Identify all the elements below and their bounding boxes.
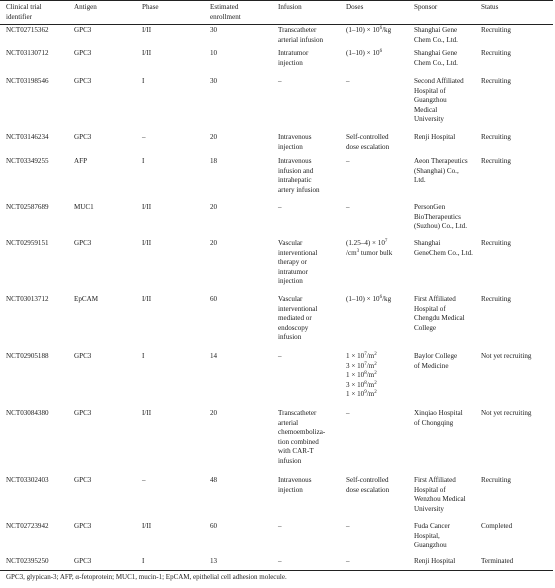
cell-line: NCT03013712 [6,295,49,303]
header-identifier [6,3,42,22]
cell-line: chemoemboliza- [278,428,326,437]
header-antigen [74,3,97,13]
cell-enrollment [210,352,217,362]
cell-line: I [142,77,145,85]
cell-sponsor [414,77,464,125]
header-status [481,3,498,13]
cell-line: – [278,352,282,360]
cell-line: Antigen [74,3,97,11]
cell-infusion [278,476,312,495]
cell-identifier [6,295,49,305]
cell-line: Shanghai Gene [414,26,458,34]
cell-status [481,133,511,143]
cell-line: NCT02715362 [6,26,49,34]
cell-enrollment [210,157,217,167]
rule-top [0,0,553,1]
cell-line: Renji Hospital [414,557,456,565]
cell-line: Terminated [481,557,514,565]
cell-line: First Affiliated [414,295,456,303]
cell-infusion [278,133,312,152]
cell-identifier [6,239,49,249]
cell-line: 30 [210,26,218,34]
cell-line: NCT03302403 [6,476,49,484]
cell-line: Xinqiao Hospital [414,409,463,417]
cell-doses [346,557,350,567]
cell-antigen [74,239,91,249]
cell-line: Guangzhou [414,541,447,550]
cell-line: GPC3 [74,77,92,85]
cell-line: NCT03146234 [6,133,49,141]
cell-line: – [278,77,282,85]
cell-doses [346,77,350,87]
cell-enrollment [210,203,217,213]
cell-line: endoscopy [278,323,309,332]
cell-line: I [142,157,145,165]
cell-line: – [278,522,282,530]
cell-sponsor [414,352,457,371]
cell-sponsor [414,295,465,333]
cell-line: Aeon Therapeutics [414,157,468,165]
cell-antigen [74,557,91,567]
cell-line: College [414,323,437,332]
cell-line: (Suzhou) Co., Ltd. [414,222,468,231]
cell-phase [142,295,151,305]
cell-line: AFP [74,157,88,165]
cell-line: Recruiting [481,476,511,484]
cell-line: I/II [142,295,152,303]
cell-doses [346,476,389,495]
cell-status [481,476,511,486]
cell-line: – [346,77,350,85]
cell-identifier [6,133,49,143]
cell-antigen [74,26,91,36]
cell-line: Hospital of [414,304,446,313]
cell-line: 10 [210,49,218,57]
cell-line: Not yet recruiting [481,352,532,360]
cell-enrollment [210,522,217,532]
cell-line: 60 [210,522,218,530]
cell-line: GPC3 [74,522,92,530]
cell-line: $3 \times 10^7/m^2$ [346,361,377,370]
cell-line: $/cm^3$ tumor bulk [346,248,393,257]
cell-line: intrahepatic [278,176,312,185]
cell-line: 20 [210,203,218,211]
cell-antigen [74,157,87,167]
cell-line: Sponsor [414,3,438,11]
cell-doses [346,522,350,532]
cell-doses [346,203,350,213]
cell-line: Shanghai Gene [414,49,458,57]
cell-line: of Chongqing [414,418,454,427]
cell-line: GPC3 [74,239,92,247]
cell-line: NCT03130712 [6,49,49,57]
cell-infusion [278,295,317,343]
cell-line: 60 [210,295,218,303]
cell-line: (Shanghai) Co., [414,166,459,175]
cell-line: $1 \times 10^9/m^2$ [346,390,377,399]
cell-antigen [74,476,91,486]
cell-line: $(1.25-4) \times 10^7$ [346,239,388,247]
cell-line: – [278,203,282,211]
cell-enrollment [210,476,217,486]
cell-line: Estimated [210,3,239,11]
header-sponsor [414,3,437,13]
cell-line: – [142,133,146,141]
cell-line: NCT02587689 [6,203,49,211]
cell-phase [142,557,144,567]
cell-phase [142,157,144,167]
cell-doses [346,49,382,59]
cell-line: $3 \times 10^8/m^2$ [346,380,377,389]
cell-phase [142,352,144,362]
cell-line: GPC3 [74,133,92,141]
cell-sponsor [414,409,463,428]
cell-line: Not yet recruiting [481,409,532,417]
cell-line: Renji Hospital [414,133,456,141]
cell-line: Vascular [278,295,303,303]
cell-line: 48 [210,476,218,484]
cell-sponsor [414,203,467,232]
cell-line: dose escalation [346,485,390,494]
cell-line: GPC3 [74,26,92,34]
cell-infusion [278,157,320,195]
cell-line: NCT02905188 [6,352,49,360]
cell-line: injection [278,142,303,151]
cell-doses [346,352,377,400]
cell-status [481,49,511,59]
cell-line: I/II [142,26,152,34]
cell-antigen [74,352,91,362]
cell-line: I/II [142,522,152,530]
cell-line: GPC3 [74,557,92,565]
cell-identifier [6,203,49,213]
cell-phase [142,239,151,249]
cell-status [481,352,531,362]
cell-status [481,26,511,36]
cell-infusion [278,203,282,213]
cell-sponsor [414,157,468,186]
cell-line: Chengdu Medical [414,314,465,323]
cell-line: Recruiting [481,77,511,85]
cell-line: NCT03198546 [6,77,49,85]
cell-line: enrollment [210,12,241,21]
cell-line: Recruiting [481,295,511,303]
cell-line: $(1-10) \times 10^6/kg$ [346,295,392,303]
cell-sponsor [414,49,458,68]
cell-line: – [346,522,350,530]
cell-line: Intratumor [278,49,309,57]
cell-sponsor [414,557,455,567]
cell-enrollment [210,77,217,87]
cell-infusion [278,239,317,287]
cell-line: $1 \times 10^8/m^2$ [346,371,377,380]
cell-line: Recruiting [481,49,511,57]
cell-line: NCT02395250 [6,557,49,565]
cell-phase [142,522,151,532]
cell-line: Transcatheter [278,26,317,34]
cell-line: – [346,557,350,565]
cell-sponsor [414,522,450,551]
cell-line: Hospital, [414,531,440,540]
cell-status [481,77,511,87]
cell-sponsor [414,26,458,45]
cell-status [481,295,511,305]
cell-sponsor [414,133,455,143]
cell-line: Clinical trial [6,3,42,11]
cell-antigen [74,522,91,532]
cell-line: mediated or [278,314,312,323]
cell-line: Completed [481,522,513,530]
cell-identifier [6,26,49,36]
cell-doses [346,409,350,419]
cell-phase [142,26,151,36]
cell-line: therapy or [278,258,307,267]
cell-identifier [6,352,49,362]
cell-line: University [414,504,444,513]
cell-antigen [74,49,91,59]
header-enrollment [210,3,241,22]
cell-enrollment [210,49,217,59]
cell-line: I/II [142,203,152,211]
cell-line: infusion [278,456,302,465]
cell-line: arterial infusion [278,35,324,44]
cell-line: – [346,203,350,211]
cell-phase [142,476,146,486]
cell-line: 18 [210,157,218,165]
cell-line: I [142,352,145,360]
cell-line: Vascular [278,239,303,247]
cell-line: NCT02959151 [6,239,49,247]
cell-line: Intravenous [278,157,312,165]
cell-status [481,522,512,532]
cell-line: NCT03084380 [6,409,49,417]
cell-line: infusion [278,333,302,342]
cell-line: Transcatheter [278,409,317,417]
cell-line: Chem Co., Ltd. [414,58,458,67]
cell-line: I/II [142,49,152,57]
cell-antigen [74,133,91,143]
cell-antigen [74,295,98,305]
cell-line: injection [278,58,303,67]
cell-identifier [6,409,49,419]
cell-doses [346,133,389,152]
cell-line: Intravenous [278,476,312,484]
cell-status [481,557,513,567]
cell-line: BioTherapeutics [414,212,461,221]
cell-line: $(1-10) \times 10^6$ [346,49,383,57]
cell-line: 20 [210,409,218,417]
cell-status [481,157,511,167]
cell-line: Status [481,3,499,11]
cell-line: PersonGen [414,203,446,211]
cell-line: Hospital of [414,485,446,494]
cell-phase [142,133,146,143]
header-doses [346,3,363,13]
cell-line: – [346,409,350,417]
cell-line: Self-controlled [346,133,389,141]
cell-line: Hospital of [414,86,446,95]
cell-line: $1 \times 10^7/m^2$ [346,352,377,360]
cell-line: I [142,557,145,565]
cell-enrollment [210,26,217,36]
cell-phase [142,77,144,87]
table-footnote: GPC3, glypican-3; AFP, α-fetoprotein; MUC1, mucin-1; EpCAM, epithelial cell adhesion molecule. [6,573,287,581]
cell-line: Baylor College [414,352,458,360]
cell-identifier [6,476,49,486]
cell-status [481,409,531,419]
cell-line: Recruiting [481,133,511,141]
cell-phase [142,409,151,419]
cell-line: Recruiting [481,239,511,247]
cell-enrollment [210,295,217,305]
cell-line: infusion and [278,166,314,175]
cell-line: Medical [414,105,438,114]
cell-identifier [6,557,49,567]
cell-infusion [278,557,282,567]
cell-line: Intravenous [278,133,312,141]
cell-line: – [346,157,350,165]
cell-line: GPC3 [74,476,92,484]
cell-antigen [74,409,91,419]
cell-enrollment [210,239,217,249]
cell-line: Shanghai [414,239,441,247]
cell-sponsor [414,476,466,514]
cell-line: GPC3 [74,409,92,417]
cell-line: MUC1 [74,203,94,211]
cell-doses [346,295,391,305]
cell-line: 14 [210,352,218,360]
cell-line: Doses [346,3,364,11]
cell-doses [346,157,350,167]
cell-line: artery infusion [278,185,320,194]
cell-infusion [278,352,282,362]
cell-line: $(1-10) \times 10^6/kg$ [346,26,392,34]
cell-infusion [278,49,308,68]
cell-line: interventional [278,304,318,313]
cell-line: with CAR-T [278,447,314,456]
cell-line: of Medicine [414,361,449,370]
cell-sponsor [414,239,473,258]
cell-line: 20 [210,239,218,247]
cell-identifier [6,49,49,59]
cell-infusion [278,26,323,45]
cell-identifier [6,522,49,532]
cell-enrollment [210,557,217,567]
cell-line: – [278,557,282,565]
cell-line: GeneChem Co., Ltd. [414,248,473,257]
cell-line: I/II [142,239,152,247]
cell-line: – [142,476,146,484]
cell-antigen [74,203,94,213]
cell-line: Fuda Cancer [414,522,451,530]
cell-infusion [278,409,325,467]
cell-line: 20 [210,133,218,141]
header-phase [142,3,159,13]
cell-status [481,239,511,249]
cell-line: University [414,115,444,124]
rule-bottom [0,570,553,571]
cell-line: interventional [278,248,318,257]
cell-infusion [278,522,282,532]
cell-line: NCT02723942 [6,522,49,530]
cell-line: Guangzhou [414,96,447,105]
cell-line: Phase [142,3,159,11]
cell-line: 30 [210,77,218,85]
cell-line: Self-controlled [346,476,389,484]
cell-line: injection [278,485,303,494]
cell-line: First Affiliated [414,476,456,484]
cell-line: EpCAM [74,295,99,303]
cell-line: Ltd. [414,176,426,185]
cell-line: 13 [210,557,218,565]
cell-line: Wenzhou Medical [414,495,466,504]
cell-line: Recruiting [481,157,511,165]
cell-doses [346,26,391,36]
cell-line: NCT03349255 [6,157,49,165]
cell-line: I/II [142,409,152,417]
cell-line: injection [278,277,303,286]
cell-line: Second Affiliated [414,77,464,85]
cell-line: GPC3 [74,49,92,57]
cell-line: arterial [278,418,299,427]
cell-identifier [6,157,49,167]
cell-identifier [6,77,49,87]
cell-infusion [278,77,282,87]
cell-line: identifier [6,12,32,21]
cell-doses [346,239,392,258]
cell-line: Recruiting [481,26,511,34]
cell-enrollment [210,409,217,419]
cell-phase [142,203,151,213]
cell-antigen [74,77,91,87]
header-infusion [278,3,302,13]
cell-phase [142,49,151,59]
cell-line: dose escalation [346,142,390,151]
cell-line: Chem Co., Ltd. [414,35,458,44]
cell-line: Infusion [278,3,302,11]
rule-header [0,24,553,25]
cell-line: GPC3 [74,352,92,360]
cell-line: intratumor [278,267,308,276]
cell-enrollment [210,133,217,143]
cell-line: tion combined [278,437,319,446]
